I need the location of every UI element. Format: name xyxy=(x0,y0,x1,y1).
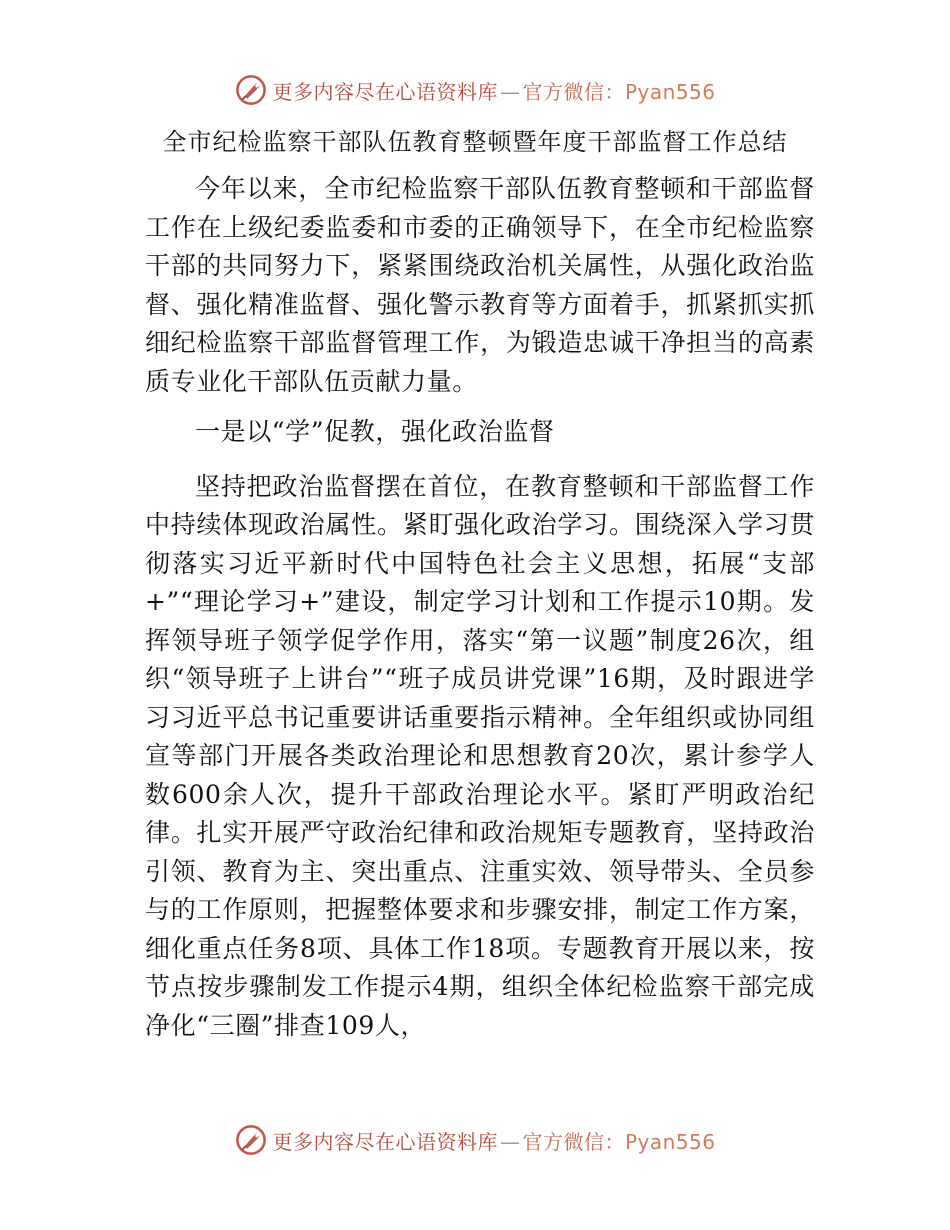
watermark-text: 更多内容尽在心语资料库 — 官方微信：Pyan556 xyxy=(272,79,716,104)
pen-nib-logo-icon xyxy=(234,1123,268,1157)
intro-paragraph: 今年以来，全市纪检监察干部队伍教育整顿和干部监督工作在上级纪委监委和市委的正确领导下，在全市纪检监察干部的共同努力下，紧紧围绕政治机关属性，从强化政治监督、强化精准监督、强化警示教育等方面着手，抓紧抓实抓细纪检监察干部监督管理工作，为锻造忠诚干净担当的高素质专业化干部队伍贡献力量。 xyxy=(145,174,815,396)
watermark-banner-bottom xyxy=(0,1120,950,1160)
document-body xyxy=(145,170,815,1057)
watermark-text: 更多内容尽在心语资料库 — 官方微信：Pyan556 xyxy=(272,1129,716,1154)
body-paragraph: 坚持把政治监督摆在首位，在教育整顿和干部监督工作中持续体现政治属性。紧盯强化政治学习。围绕深入学习贯彻落实习近平新时代中国特色社会主义思想，拓展“支部+”“理论学习+”建设，制定学习计划和工作提示10期。发挥领导班子领学促学作用，落实“第一议题”制度26次，组织“领导班子上讲台”“班子成员讲党课”16期，及时跟进学习习近平总书记重要讲话重要指示精神。全年组织或协同组宣等部门开展各类政治理论和思想教育20次，累计参学人数600余人次，提升干部政治理论水平。紧盯严明政治纪律。扎实开展严守政治纪律和政治规矩专题教育，坚持政治引领、教育为主、突出重点、注重实效、领导带头、全员参与的工作原则，把握整体要求和步骤安排，制定工作方案，细化重点任务8项、具体工作18项。专题教育开展以来，按节点按步骤制发工作提示4期，组织全体纪检监察干部完成净化“三圈”排查109人， xyxy=(145,471,815,1040)
document-title: 全市纪检监察干部队伍教育整顿暨年度干部监督工作总结 xyxy=(162,128,788,156)
pen-nib-logo-icon xyxy=(234,73,268,107)
section-heading: 一是以“学”促教，强化政治监督 xyxy=(195,417,555,446)
watermark-banner-top xyxy=(0,70,950,110)
